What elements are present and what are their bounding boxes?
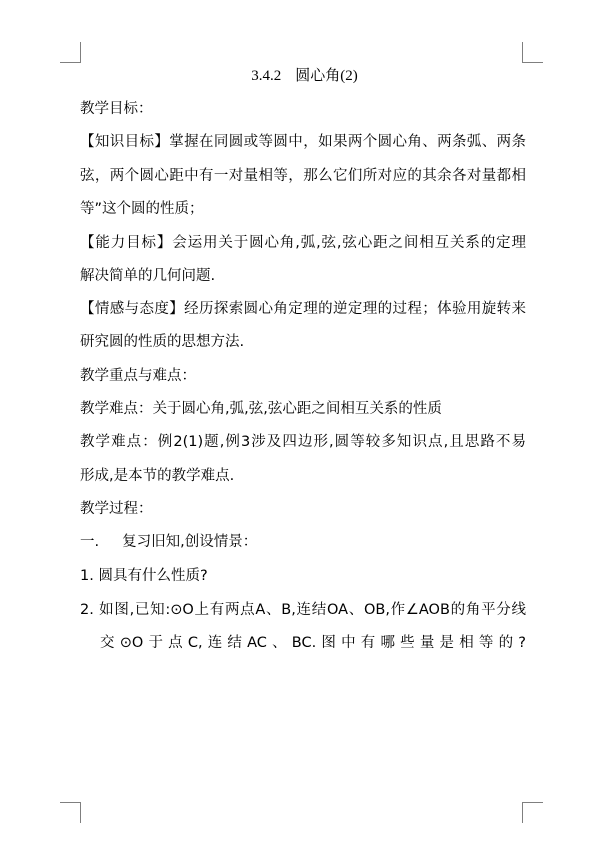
title-text: 圆心角(2) — [295, 68, 358, 84]
title-number: 3.4.2 — [251, 68, 282, 84]
list-item: 2. 如图,已知:⊙O上有两点A、B,连结OA、OB,作∠AOB的角平分线 — [80, 602, 526, 618]
text-line: 【情感与态度】经历探索圆心角定理的逆定理的过程；体验用旋转来 — [80, 301, 526, 317]
list-item-continuation: 交⊙O于点C,连结AC、BC.图中有哪些量是相等的? — [100, 635, 526, 651]
heading-teaching-process: 教学过程： — [80, 501, 153, 517]
list-item: 1. 圆具有什么性质? — [80, 568, 208, 584]
corner-mark-top-left — [60, 42, 81, 63]
text-line: 【能力目标】会运用关于圆心角,弧,弦,弦心距之间相互关系的定理 — [80, 235, 526, 251]
text-line: 教学难点：关于圆心角,弧,弦,弦心距之间相互关系的性质 — [80, 401, 442, 417]
section-heading: 一. 复习旧知,创设情景： — [80, 534, 258, 550]
corner-mark-bottom-right — [522, 802, 543, 823]
text-line: 【知识目标】掌握在同圆或等圆中，如果两个圆心角、两条弧、两条 — [80, 134, 526, 150]
text-line: 解决简单的几何问题. — [80, 268, 216, 284]
corner-mark-bottom-left — [60, 802, 81, 823]
text-line: 形成,是本节的教学难点. — [80, 468, 235, 484]
text-line: 教学难点：例2(1)题,例3涉及四边形,圆等较多知识点,且思路不易 — [80, 434, 526, 450]
heading-teaching-goals: 教学目标： — [80, 101, 153, 117]
text-line: 弦，两个圆心距中有一对量相等，那么它们所对应的其余各对量都相 — [80, 168, 526, 184]
heading-key-points: 教学重点与难点： — [80, 368, 196, 384]
corner-mark-top-right — [522, 42, 543, 63]
page-title — [0, 66, 609, 86]
text-line: 研究圆的性质的思想方法. — [80, 334, 245, 350]
text-line: 等”这个圆的性质； — [80, 201, 204, 217]
